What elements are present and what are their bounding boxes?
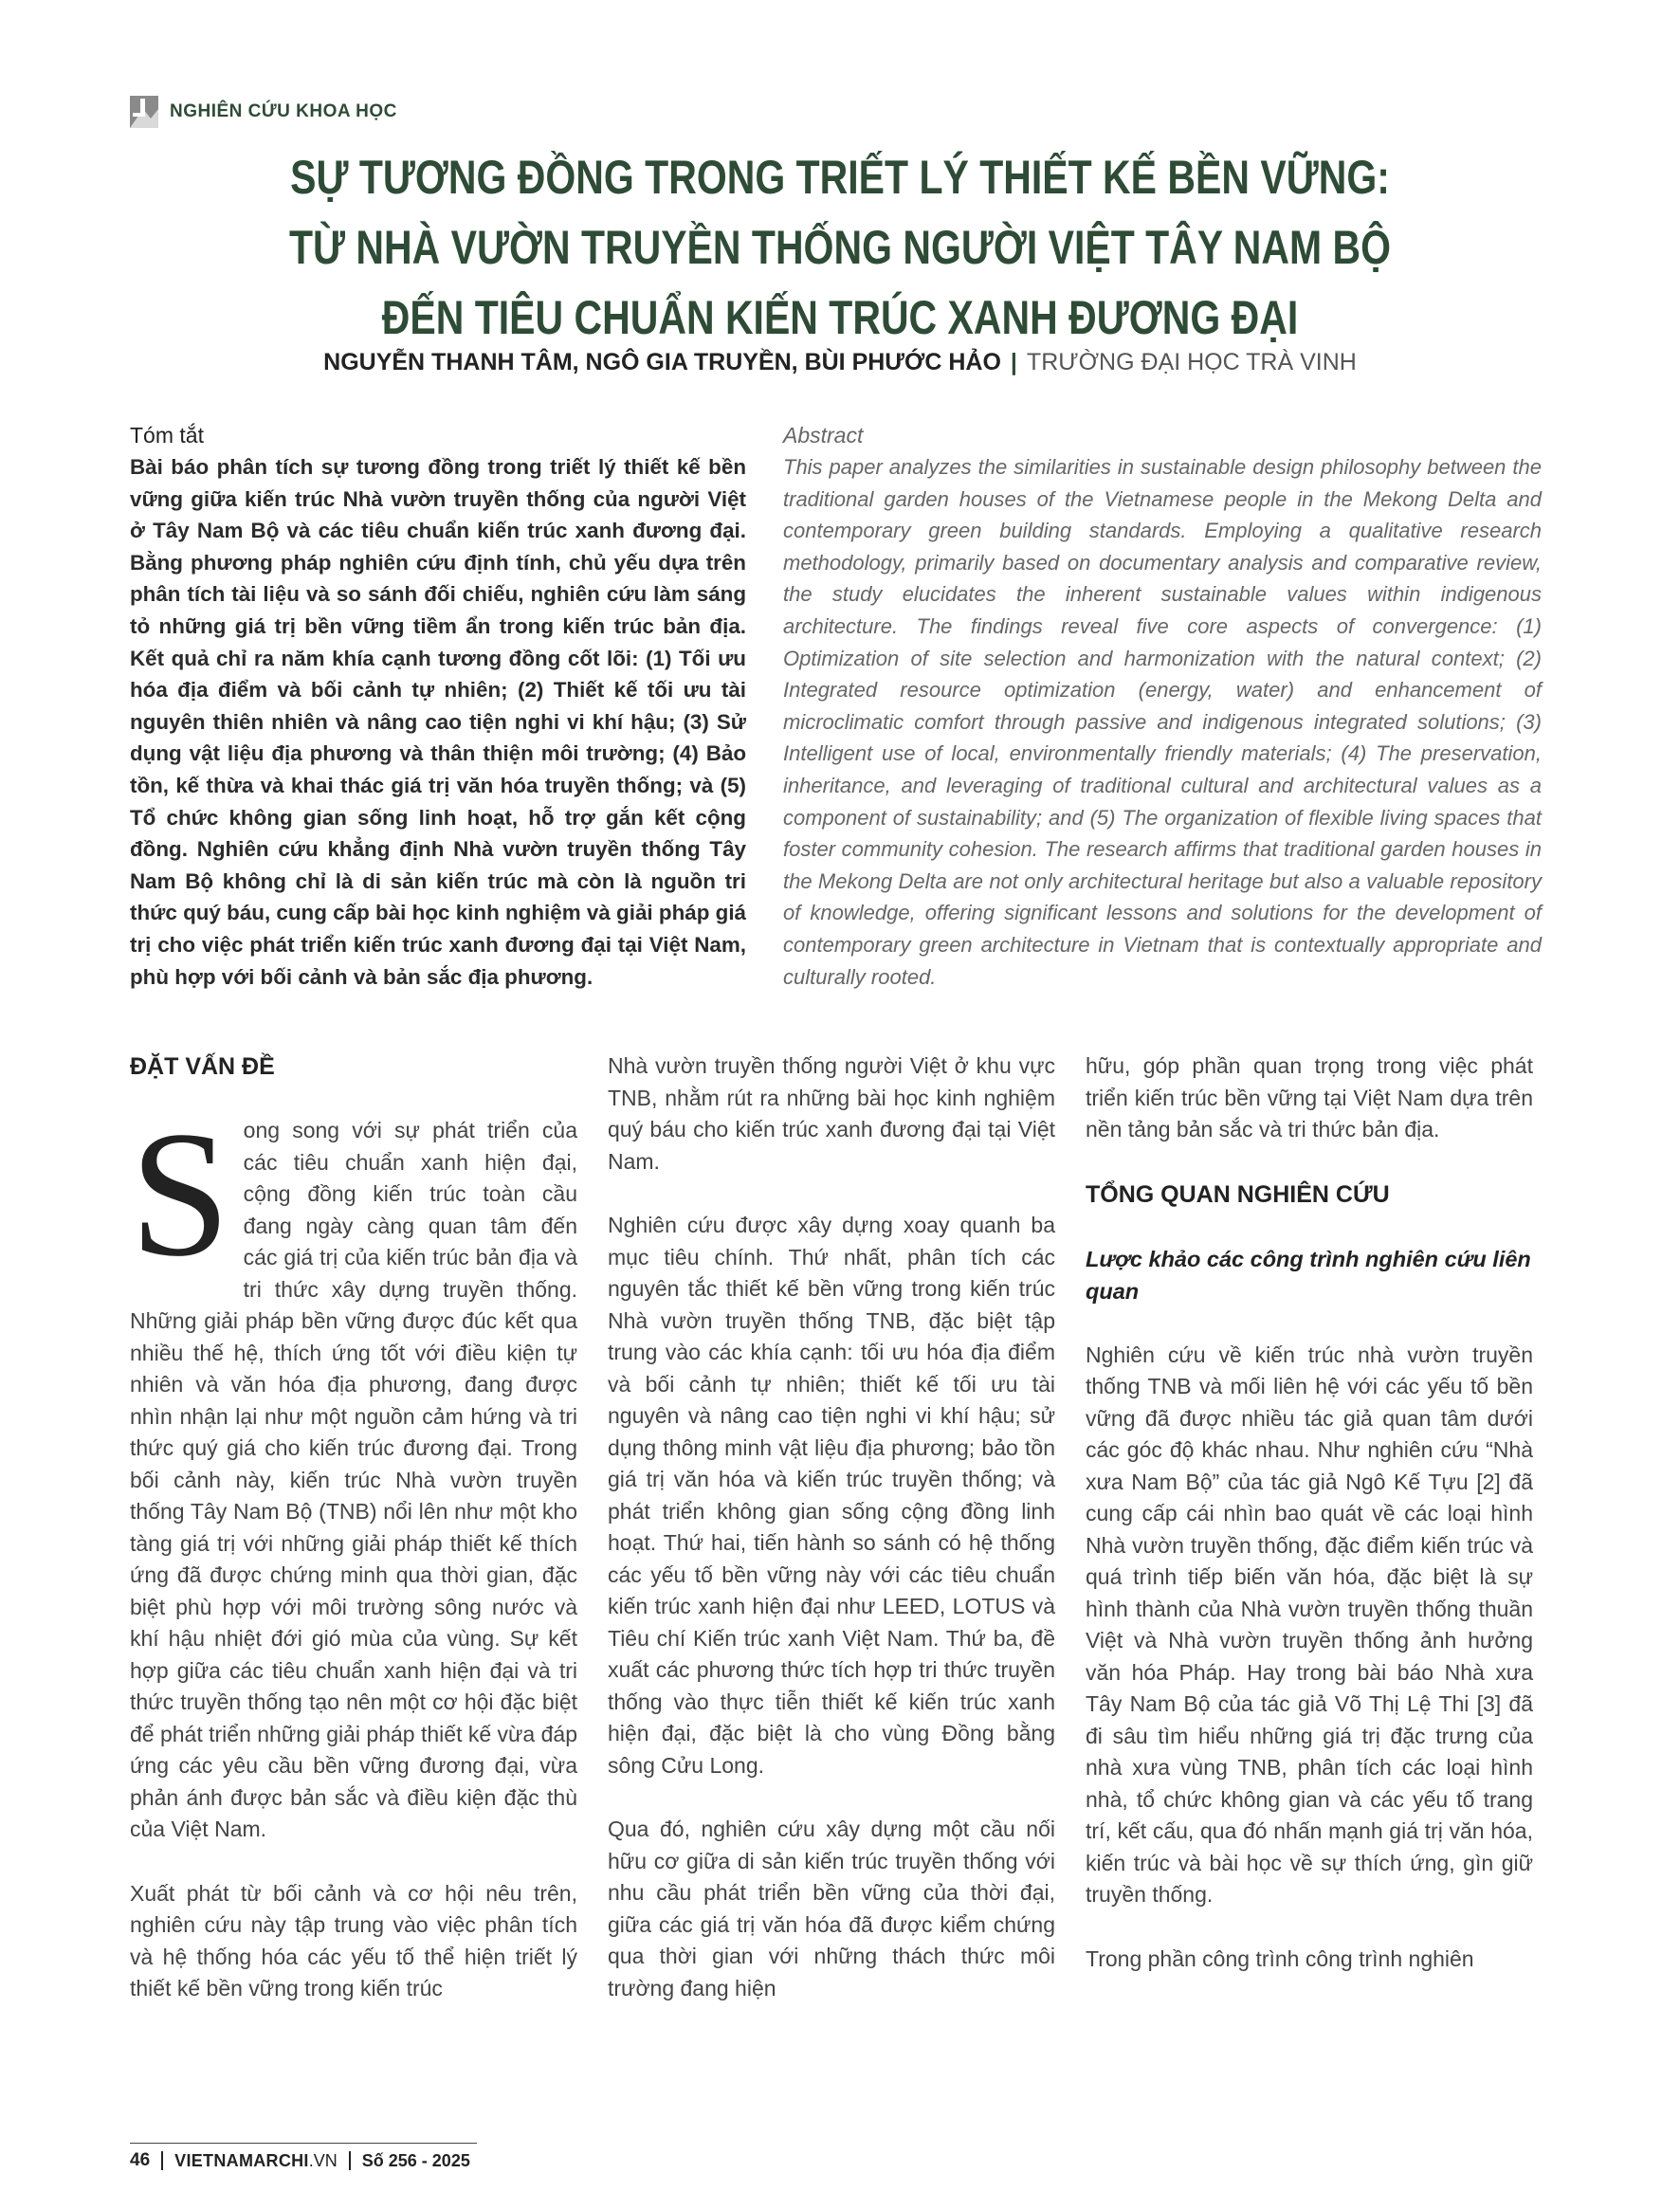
section-heading-literature-review: TỔNG QUAN NGHIÊN CỨU	[1086, 1180, 1390, 1208]
page-footer	[130, 2150, 470, 2171]
section-tag	[130, 96, 397, 128]
paragraph: Nhà vườn truyền thống người Việt ở khu vực TNB, nhằm rút ra những bài học kinh nghiệm quý báu cho kiến trúc xanh đương đại tại Việt Nam.	[608, 1053, 1055, 1174]
paragraph: Trong phần công trình công trình nghiên	[1086, 1945, 1474, 1971]
abstract-en-heading: Abstract	[783, 423, 864, 447]
footer-divider	[161, 2151, 163, 2170]
footer-rule	[130, 2143, 477, 2144]
journal-logo-icon	[130, 96, 158, 128]
paragraph: hữu, góp phần quan trọng trong việc phát triển kiến trúc bền vững tại Việt Nam dựa trên nền tảng bản sắc và tri thức bản địa.	[1086, 1053, 1533, 1142]
affiliation: TRƯỜNG ĐẠI HỌC TRÀ VINH	[1026, 349, 1357, 375]
page-number: 46	[130, 2150, 151, 2170]
paragraph: Xuất phát từ bối cảnh và cơ hội nêu trên, nghiên cứu này tập trung vào việc phân tích và hệ thống hóa các yếu tố thể hiện triết lý thiết kế bền vững trong kiến trúc	[130, 1880, 577, 2000]
abstract-en-text: This paper analyzes the similarities in sustainable design philosophy between the traditional garden houses of the Vietnamese people in the Mekong Delta and contemporary green building standards. Employing a qualitative research methodology, primarily based on documentary analysis and comparative review, the study elucidates the inherent sustainable values within indigenous architecture. The findings reveal five core aspects of convergence: (1) Optimization of site selection and harmonization with the natural context; (2) Integrated resource optimization (energy, water) and enhancement of microclimatic comfort through passive and indigenous integrated solutions; (3) Intelligent use of local, environmentally friendly materials; (4) The preservation, inheritance, and leveraging of traditional cultural and architectural values as a component of sustainability; and (5) The organization of flexible living spaces that foster community cohesion. The research affirms that traditional garden houses in the Mekong Delta are not only architectural heritage but also a valuable repository of knowledge, offering significant lessons and solutions for the development of contemporary green architecture in Vietnam that is contextually appropriate and culturally rooted.	[783, 455, 1542, 989]
article-title	[95, 142, 1585, 353]
subsection-heading: Lược khảo các công trình nghiên cứu liên quan	[1086, 1246, 1531, 1304]
issue-number: Số 256 - 2025	[361, 2150, 470, 2170]
byline	[0, 349, 1680, 376]
column-1	[130, 1050, 577, 2037]
abstract-english	[783, 420, 1542, 993]
abstract-vi-heading: Tóm tắt	[130, 423, 204, 447]
title-line: SỰ TƯƠNG ĐỒNG TRONG TRIẾT LÝ THIẾT KẾ BỀN VỮNG:	[290, 151, 1390, 204]
drop-cap: S	[130, 1095, 230, 1294]
abstract-vietnamese	[130, 420, 746, 993]
column-2	[608, 1050, 1055, 2036]
paragraph: Nghiên cứu về kiến trúc nhà vườn truyền thống TNB và mối liên hệ với các yếu tố bền vững đã được nhiều tác giả quan tâm dưới các góc độ khác nhau. Như nghiên cứu “Nhà xưa Nam Bộ” của tác giả Ngô Kế Tựu [2] đã cung cấp cái nhìn bao quát về các loại hình Nhà vườn truyền thống, đặc điểm kiến trúc và quá trình tiếp biến văn hóa, đặc biệt là sự hình thành của Nhà vườn truyền thống thuần Việt và Nhà vườn truyền thống ảnh hưởng văn hóa Pháp. Hay trong bài báo Nhà xưa Tây Nam Bộ của tác giả Võ Thị Lệ Thi [3] đã đi sâu tìm hiểu những giá trị đặc trưng của nhà xưa vùng TNB, phân tích các loại hình nhà, tổ chức không gian và các yếu tố trang trí, kết cấu, qua đó nhấn mạnh giá trị văn hóa, kiến trúc và bài học về sự thích ứng, gìn giữ truyền thống.	[1086, 1342, 1533, 1907]
column-3	[1086, 1050, 1533, 2007]
site-name: VIETNAMARCHI	[174, 2150, 309, 2170]
footer-divider	[349, 2151, 351, 2170]
abstract-vi-text: Bài báo phân tích sự tương đồng trong triết lý thiết kế bền vững giữa kiến trúc Nhà vườn truyền thống của người Việt ở Tây Nam Bộ và các tiêu chuẩn kiến trúc xanh đương đại. Bằng phương pháp nghiên cứu định tính, chủ yếu dựa trên phân tích tài liệu và so sánh đối chiếu, nghiên cứu làm sáng tỏ những giá trị bền vững tiềm ẩn trong kiến trúc bản địa. Kết quả chỉ ra năm khía cạnh tương đồng cốt lõi: (1) Tối ưu hóa địa điểm và bối cảnh tự nhiên; (2) Thiết kế tối ưu tài nguyên thiên nhiên và nâng cao tiện nghi vi khí hậu; (3) Sử dụng vật liệu địa phương và thân thiện môi trường; (4) Bảo tồn, kế thừa và khai thác giá trị văn hóa truyền thống; và (5) Tổ chức không gian sống linh hoạt, hỗ trợ gắn kết cộng đồng. Nghiên cứu khẳng định Nhà vườn truyền thống Tây Nam Bộ không chỉ là di sản kiến trúc mà còn là nguồn tri thức quý báu, cung cấp bài học kinh nghiệm và giải pháp giá trị cho việc phát triển kiến trúc xanh đương đại tại Việt Nam, phù hợp với bối cảnh và bản sắc địa phương.	[130, 455, 746, 989]
section-label: NGHIÊN CỨU KHOA HỌC	[170, 101, 397, 121]
authors: NGUYỄN THANH TÂM, NGÔ GIA TRUYỀN, BÙI PHƯỚC HẢO	[323, 349, 1001, 375]
paragraph: Qua đó, nghiên cứu xây dựng một cầu nối hữu cơ giữa di sản kiến trúc truyền thống với nhu cầu phát triển bền vững của thời đại, giữa các giá trị văn hóa đã được kiểm chứng qua thời gian với những thách thức môi trường đang hiện	[608, 1817, 1055, 2000]
title-line: ĐẾN TIÊU CHUẨN KIẾN TRÚC XANH ĐƯƠNG ĐẠI	[381, 291, 1299, 344]
site-tld: .VN	[308, 2150, 338, 2170]
paragraph: Nghiên cứu được xây dựng xoay quanh ba mục tiêu chính. Thứ nhất, phân tích các nguyên tắc thiết kế bền vững trong kiến trúc Nhà vườn truyền thống TNB, đặc biệt tập trung vào các khía cạnh: tối ưu hóa địa điểm và bối cảnh tự nhiên; thiết kế tối ưu tài nguyên và nâng cao tiện nghi vi khí hậu; sử dụng thông minh vật liệu địa phương; bảo tồn giá trị văn hóa và kiến trúc truyền thống; và phát triển không gian sống cộng đồng linh hoạt. Thứ hai, tiến hành so sánh có hệ thống các yếu tố bền vững này với các tiêu chuẩn kiến trúc xanh hiện đại như LEED, LOTUS và Tiêu chí Kiến trúc xanh Việt Nam. Thứ ba, đề xuất các phương thức tích hợp tri thức truyền thống vào thực tiễn thiết kế kiến trúc xanh hiện đại, đặc biệt là cho vùng Đồng bằng sông Cửu Long.	[608, 1213, 1055, 1778]
title-line: TỪ NHÀ VƯỜN TRUYỀN THỐNG NGƯỜI VIỆT TÂY NAM BỘ	[288, 221, 1392, 274]
section-heading-introduction: ĐẶT VẤN ĐỀ	[130, 1053, 275, 1080]
paragraph	[130, 1095, 577, 1846]
paragraph-text: ong song với sự phát triển của các tiêu chuẩn xanh hiện đại, cộng đồng kiến trúc toàn cầu đang ngày càng quan tâm đến các giá trị của kiến trúc bản địa và tri thức xây dựng truyền thống. Những giải pháp bền vững được đúc kết qua nhiều thế hệ, thích ứng tốt với điều kiện tự nhiên và văn hóa địa phương, đang được nhìn nhận lại như một nguồn cảm hứng và tri thức quý giá cho kiến trúc đương đại. Trong bối cảnh này, kiến trúc Nhà vườn truyền thống Tây Nam Bộ (TNB) nổi lên như một kho tàng giá trị với những giải pháp thiết kế thích ứng đã được chứng minh qua thời gian, đặc biệt phù hợp với môi trường sông nước và khí hậu nhiệt đới gió mùa của vùng. Sự kết hợp giữa các tiêu chuẩn xanh hiện đại và tri thức truyền thống tạo nên một cơ hội đặc biệt để phát triển những giải pháp thiết kế vừa đáp ứng các yêu cầu bền vững đương đại, vừa phản ánh được bản sắc và điều kiện đặc thù của Việt Nam.	[130, 1118, 577, 1841]
byline-separator: |	[1010, 349, 1017, 375]
